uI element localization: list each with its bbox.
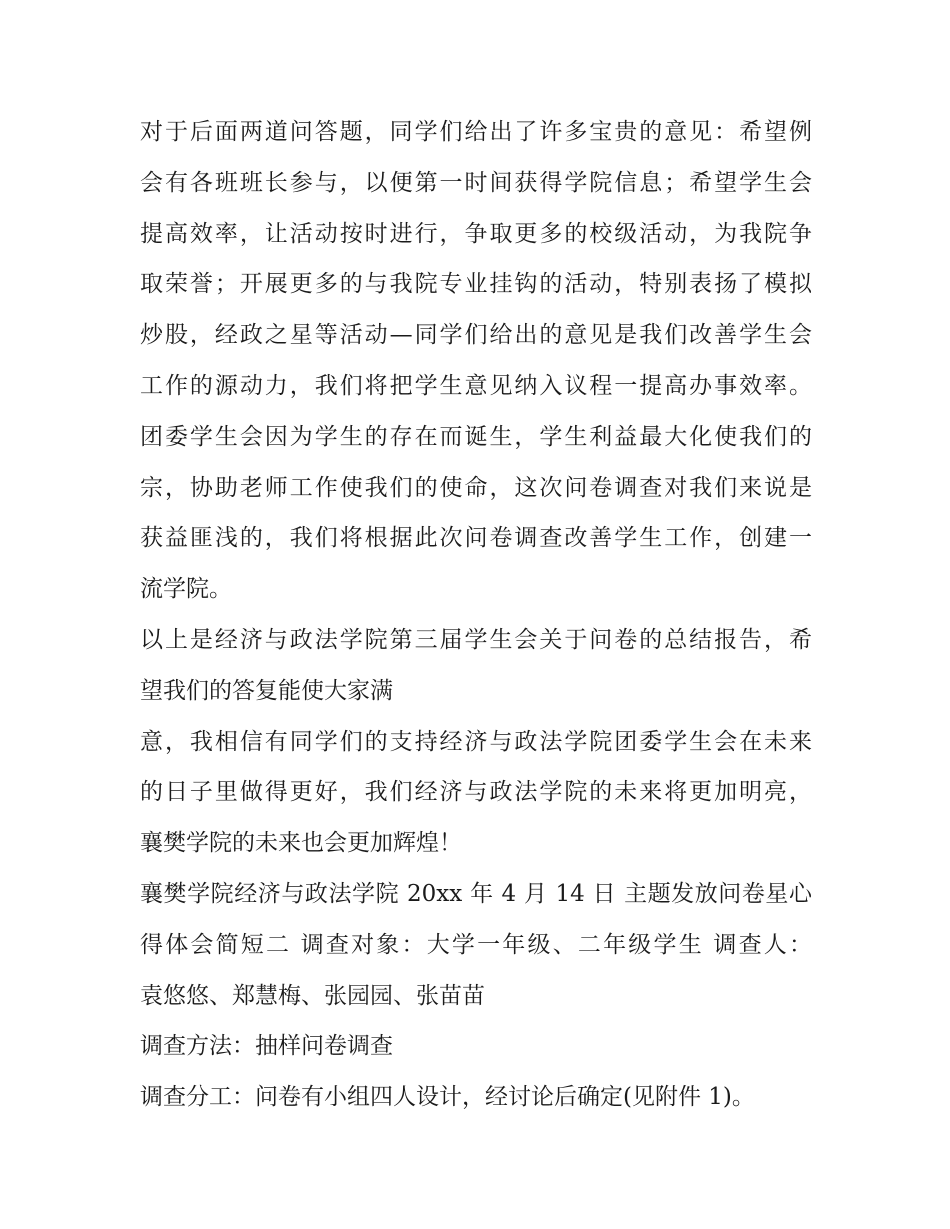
text-line: 的日子里做得更好，我们经济与政法学院的未来将更加明亮， (140, 779, 812, 806)
text-line: 对于后面两道问答题，同学们给出了许多宝贵的意见：希望例 (140, 119, 812, 145)
text-line: 得体会简短二 调查对象：大学一年级、二年级学生 调查人： (140, 931, 812, 958)
text-line: 望我们的答复能使大家满 (140, 677, 393, 704)
text-line: 以上是经济与政法学院第三届学生会关于问卷的总结报告，希 (140, 626, 812, 653)
text-line: 调查方法：抽样问卷调查 (140, 1033, 393, 1060)
text-line: 襄樊学院的未来也会更加辉煌！ (140, 830, 462, 857)
text-line: 流学院。 (140, 576, 232, 603)
text-line: 获益匪浅的，我们将根据此次问卷调查改善学生工作，创建一 (140, 525, 812, 552)
text-line: 襄樊学院经济与政法学院 20xx 年 4 月 14 日 主题发放问卷星心 (140, 880, 812, 907)
text-line: 炒股，经政之星等活动—同学们给出的意见是我们改善学生会 (140, 322, 812, 349)
text-line: 意，我相信有同学们的支持经济与政法学院团委学生会在未来 (140, 728, 812, 755)
text-line: 宗，协助老师工作使我们的使命，这次问卷调查对我们来说是 (140, 474, 812, 501)
text-line: 提高效率，让活动按时进行，争取更多的校级活动，为我院争 (140, 220, 812, 247)
text-line: 取荣誉；开展更多的与我院专业挂钩的活动，特别表扬了模拟 (140, 271, 812, 298)
text-line: 团委学生会因为学生的存在而诞生，学生利益最大化使我们的 (140, 423, 812, 450)
document-body (140, 107, 812, 1123)
text-line: 袁悠悠、郑慧梅、张园园、张苗苗 (140, 982, 485, 1009)
text-line: 工作的源动力，我们将把学生意见纳入议程一提高办事效率。 (140, 372, 812, 399)
text-line: 会有各班班长参与，以便第一时间获得学院信息；希望学生会 (140, 169, 812, 196)
text-line: 调查分工：问卷有小组四人设计，经讨论后确定(见附件 1)。 (140, 1084, 755, 1111)
